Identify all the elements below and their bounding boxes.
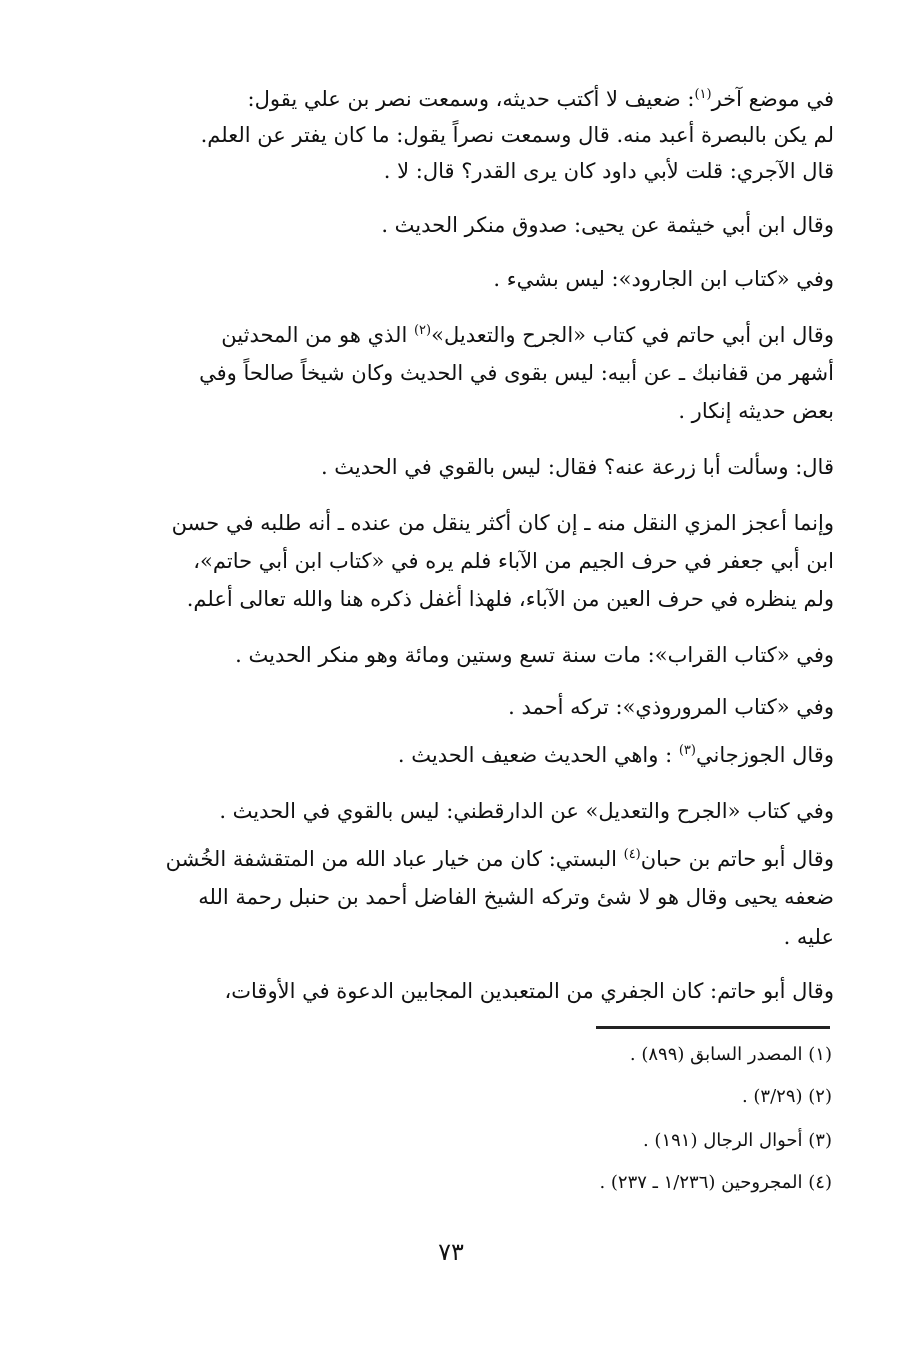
footnote-text: أحوال الرجال (١٩١) . bbox=[642, 1130, 803, 1151]
text-line: قال الآجري: قلت لأبي داود كان يرى القدر؟ قال: لا . bbox=[383, 159, 834, 183]
text-line bbox=[118, 738, 834, 772]
footnote-text: (٣/٢٩) . bbox=[741, 1086, 803, 1107]
footnote-2 bbox=[742, 1082, 832, 1112]
text-segment: : ضعيف لا أكتب حديثه، وسمعت نصر بن علي يقول: bbox=[247, 87, 695, 111]
footnote-number: (٢) bbox=[808, 1086, 832, 1107]
footnote-number: (٣) bbox=[808, 1130, 832, 1151]
text-line: عليه . bbox=[783, 925, 834, 949]
text-segment: الذي هو من المحدثين bbox=[221, 323, 414, 347]
text-line: وفي «كتاب ابن الجارود»: ليس بشيء . bbox=[493, 267, 834, 291]
footnote-ref-2[interactable]: (٢) bbox=[413, 323, 432, 338]
text-segment: البستي: كان من خيار عباد الله من المتقشفة الخُشن bbox=[165, 847, 624, 871]
text-line: وفي «كتاب المروروذي»: تركه أحمد . bbox=[508, 695, 834, 719]
text-segment: وقال أبو حاتم بن حبان bbox=[640, 847, 834, 871]
text-line bbox=[118, 82, 834, 116]
text-line: ولم ينظره في حرف العين من الآباء، فلهذا أغفل ذكره هنا والله تعالى أعلم. bbox=[186, 587, 834, 611]
text-line: ابن أبي جعفر في حرف الجيم من الآباء فلم يره في «كتاب ابن أبي حاتم»، bbox=[193, 549, 834, 573]
text-line bbox=[118, 842, 834, 876]
footnote-text: المجروحين (١/٢٣٦ ـ ٢٣٧) . bbox=[599, 1172, 803, 1193]
footnote-ref-3[interactable]: (٣) bbox=[678, 743, 696, 758]
text-line: وإنما أعجز المزي النقل منه ـ إن كان أكثر ينقل من عنده ـ أنه طلبه في حسن bbox=[171, 511, 834, 535]
footnote-number: (٤) bbox=[808, 1172, 832, 1193]
text-line: بعض حديثه إنكار . bbox=[678, 399, 834, 423]
footnote-number: (١) bbox=[808, 1044, 832, 1065]
text-line: وفي كتاب «الجرح والتعديل» عن الدارقطني: ليس بالقوي في الحديث . bbox=[219, 799, 834, 823]
text-segment: وقال ابن أبي حاتم في كتاب «الجرح والتعديل» bbox=[431, 323, 834, 347]
text-segment: في موضع آخر bbox=[711, 87, 834, 111]
text-line: وقال ابن أبي خيثمة عن يحيى: صدوق منكر الحديث . bbox=[381, 213, 834, 237]
footnote-ref-4[interactable]: (٤) bbox=[623, 847, 641, 862]
text-line bbox=[118, 318, 834, 352]
footnote-divider bbox=[596, 1026, 830, 1029]
text-line: أشهر من قفانبك ـ عن أبيه: ليس بقوى في الحديث وكان شيخاً صالحاً وفي bbox=[199, 361, 834, 385]
text-line: وفي «كتاب القراب»: مات سنة تسع وستين ومائة وهو منكر الحديث . bbox=[235, 643, 834, 667]
footnote-4 bbox=[599, 1168, 832, 1198]
footnote-ref-1[interactable]: (١) bbox=[694, 87, 712, 102]
text-line: ضعفه يحيى وقال هو لا شئ وتركه الشيخ الفاضل أحمد بن حنبل رحمة الله bbox=[198, 885, 834, 909]
footnote-text: المصدر السابق (٨٩٩) . bbox=[629, 1044, 803, 1065]
footnote-3 bbox=[643, 1126, 832, 1156]
text-line: قال: وسألت أبا زرعة عنه؟ فقال: ليس بالقوي في الحديث . bbox=[320, 455, 834, 479]
footnote-1 bbox=[630, 1040, 832, 1070]
page-number: ٧٣ bbox=[438, 1238, 464, 1266]
text-line: وقال أبو حاتم: كان الجفري من المتعبدين المجابين الدعوة في الأوقات، bbox=[224, 979, 834, 1003]
text-line: لم يكن بالبصرة أعبد منه. قال وسمعت نصراً يقول: ما كان يفتر عن العلم. bbox=[200, 123, 834, 147]
text-segment: وقال الجوزجاني bbox=[695, 743, 834, 767]
text-segment: : واهي الحديث ضعيف الحديث . bbox=[397, 743, 679, 767]
